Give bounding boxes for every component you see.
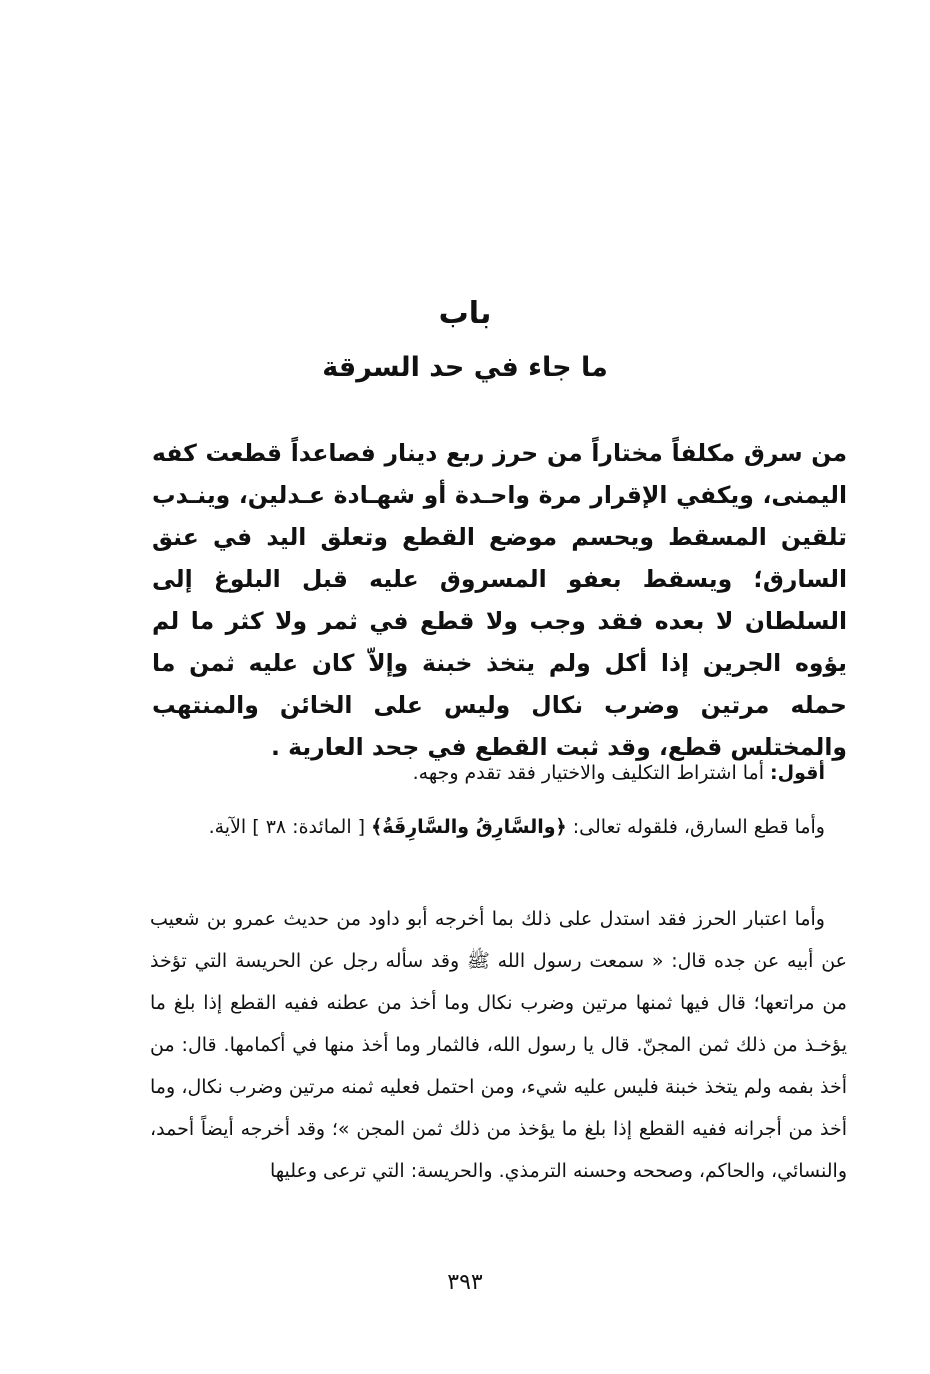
commentary-paragraph-1 — [150, 752, 847, 794]
page-number: ٣٩٣ — [447, 1270, 483, 1295]
chapter-title: باب — [438, 296, 492, 331]
commentary-paragraph-3: وأما اعتبار الحرز فقد استدل على ذلك بما أخرجه أبو داود من حديث عمرو بن شعيب عن أبيه عن جده قال: « سمعت رسول الله ﷺ وقد سأله رجل عن الحريسة التي تؤخذ من مراتعها؛ قال فيها ثمنها مرتين وضرب نكال وما أخذ من عطنه ففيه القطع إذا بلغ ما يؤخـذ من ذلك ثمن المجنّ. قال يا رسول الله، فالثمار وما أخذ منها في أكمامها. قال: من أخذ بفمه ولم يتخذ خبنة فليس عليه شيء، ومن احتمل فعليه ثمنه مرتين وضرب نكال، وما أخذ من أجرانه ففيه القطع إذا بلغ ما يؤخذ من ذلك ثمن المجن »؛ وقد أخرجه أيضاً أحمد، والنسائي، والحاكم، وصححه وحسنه الترمذي. والحريسة: التي ترعى وعليها — [150, 908, 847, 1182]
commentary-text: أما اشتراط التكليف والاختيار فقد تقدم وجهه. — [412, 762, 771, 784]
commentary-lead-word: أقول: — [770, 762, 825, 784]
main-text-paragraph: من سرق مكلفاً مختاراً من حرز ربع دينار فصاعداً قطعت كفه اليمنى، ويكفي الإقرار مرة واحـدة أو شهـادة عـدلين، وينـدب تلقين المسقط ويحسم موضع القطع وتعلق اليد في عنق السارق؛ ويسقط بعفو المسروق عليه قبل البلوغ إلى السلطان لا بعده فقد وجب ولا قطع في ثمر ولا كثر ما لم يؤوه الجرين إذا أكل ولم يتخذ خبنة وإلاّ كان عليه ثمن ما حمله مرتين وضرب نكال وليس على الخائن والمنتهب والمختلس قطع، وقد ثبت القطع في جحد العارية . — [152, 439, 847, 761]
commentary-text: وأما قطع السارق، فلقوله تعالى: — [566, 816, 825, 838]
commentary-text: [ المائدة: ٣٨ ] الآية. — [208, 816, 372, 838]
commentary-paragraph-2 — [150, 806, 847, 848]
quran-verse: ﴿والسَّارِقُ والسَّارِقَةُ﴾ — [371, 816, 567, 838]
chapter-subtitle: ما جاء في حد السرقة — [322, 352, 608, 383]
